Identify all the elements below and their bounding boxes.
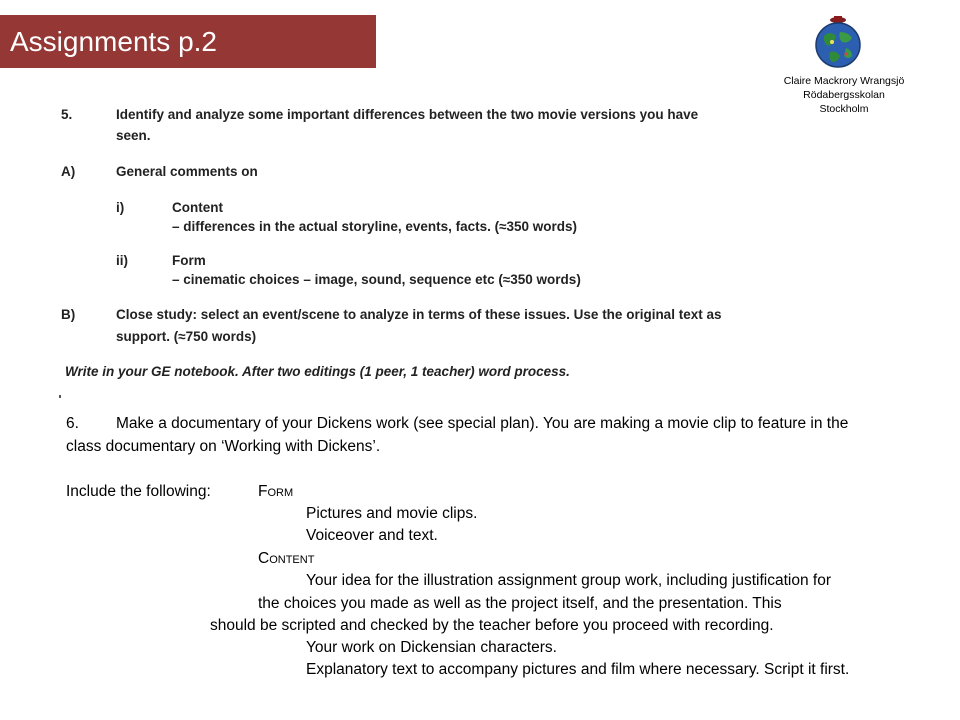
q6-number: 6.	[66, 415, 79, 432]
q5-i-title: Content	[172, 200, 223, 215]
q5-b-label: B)	[61, 307, 76, 322]
q6-form-item1: Pictures and movie clips.	[306, 505, 478, 522]
q5-number: 5.	[61, 107, 73, 122]
page-title: Assignments p.2	[0, 15, 376, 68]
q5-a-text: General comments on	[116, 164, 258, 179]
bullet-dot	[59, 395, 61, 398]
q5-ii-label: ii)	[116, 253, 128, 268]
author-name: Claire Mackrory Wrangsjö	[783, 75, 905, 87]
author-city: Stockholm	[819, 103, 869, 115]
q5-b-line1: Close study: select an event/scene to analyze in terms of these issues. Use the original text as	[116, 307, 722, 322]
q6-content-heading: Content	[258, 550, 315, 567]
q5-text-line2: seen.	[116, 128, 151, 143]
author-block	[744, 74, 944, 116]
q6-line1: Make a documentary of your Dickens work (see special plan). You are making a movie clip to feature in the	[116, 415, 849, 432]
q6-line2: class documentary on ‘Working with Dickens’.	[66, 438, 381, 455]
author-school: Rödabergsskolan	[803, 89, 885, 101]
q5-note: Write in your GE notebook. After two editings (1 peer, 1 teacher) word process.	[65, 364, 570, 379]
q6-content-item2: Your work on Dickensian characters.	[306, 639, 557, 656]
q5-b-line2: support. (≈750 words)	[116, 329, 257, 344]
q6-content-item3: Explanatory text to accompany pictures and film where necessary. Script it first.	[306, 661, 850, 678]
q5-text-line1: Identify and analyze some important differences between the two movie versions you have	[116, 107, 699, 122]
q5-a-label: A)	[61, 164, 76, 179]
q6-content-line3: should be scripted and checked by the teacher before you proceed with recording.	[210, 617, 774, 634]
globe-logo-icon	[812, 14, 864, 70]
q5-ii-title: Form	[172, 253, 206, 268]
q6-form-item2: Voiceover and text.	[306, 527, 438, 544]
q5-ii-desc: – cinematic choices – image, sound, sequence etc (≈350 words)	[172, 272, 581, 287]
q6-include-label: Include the following:	[66, 483, 211, 500]
q6-form-heading: Form	[258, 483, 294, 500]
q6-content-line2: the choices you made as well as the project itself, and the presentation. This	[258, 595, 782, 612]
q6-content-line1: Your idea for the illustration assignment group work, including justification for	[306, 572, 831, 589]
q5-i-desc: – differences in the actual storyline, events, facts. (≈350 words)	[172, 219, 578, 234]
q5-i-label: i)	[116, 200, 125, 215]
